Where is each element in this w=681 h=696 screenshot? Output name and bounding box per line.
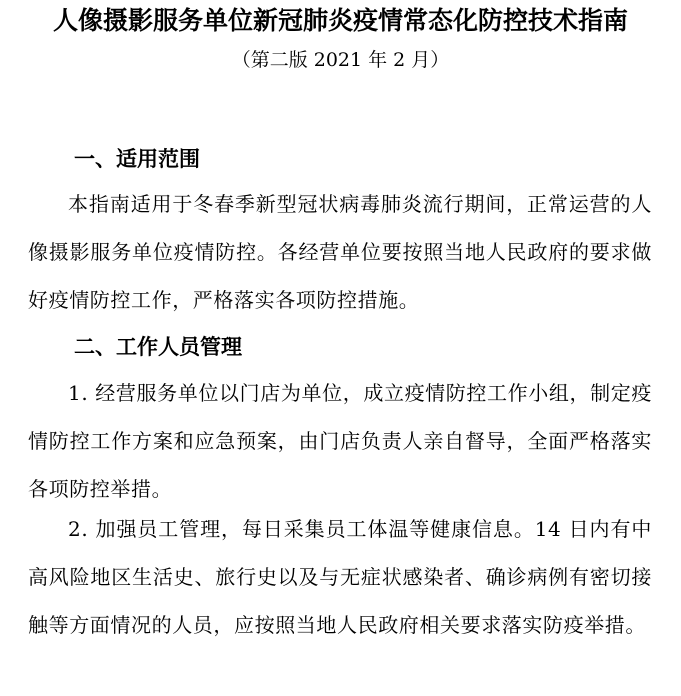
document-subtitle: （第二版 2021 年 2 月） (231, 49, 450, 71)
section-heading-staff: 二、工作人员管理 (74, 335, 242, 359)
section-paragraph-scope: 本指南适用于冬春季新型冠状病毒肺炎流行期间，正常运营的人像摄影服务单位疫情防控。各经营单位要按照当地人民政府的要求做好疫情防控工作，严格落实各项防控措施。 (28, 192, 652, 312)
section-paragraph-staff-2: 2. 加强员工管理，每日采集员工体温等健康信息。14 日内有中高风险地区生活史、旅行史以及与无症状感染者、确诊病例有密切接触等方面情况的人员，应按照当地人民政府相关要求落实防疫举措。 (28, 517, 652, 637)
section-heading-scope: 一、适用范围 (74, 147, 200, 171)
document-title: 人像摄影服务单位新冠肺炎疫情常态化防控技术指南 (52, 6, 628, 35)
section-paragraph-staff-1: 1. 经营服务单位以门店为单位，成立疫情防控工作小组，制定疫情防控工作方案和应急预案，由门店负责人亲自督导，全面严格落实各项防控举措。 (28, 381, 652, 501)
